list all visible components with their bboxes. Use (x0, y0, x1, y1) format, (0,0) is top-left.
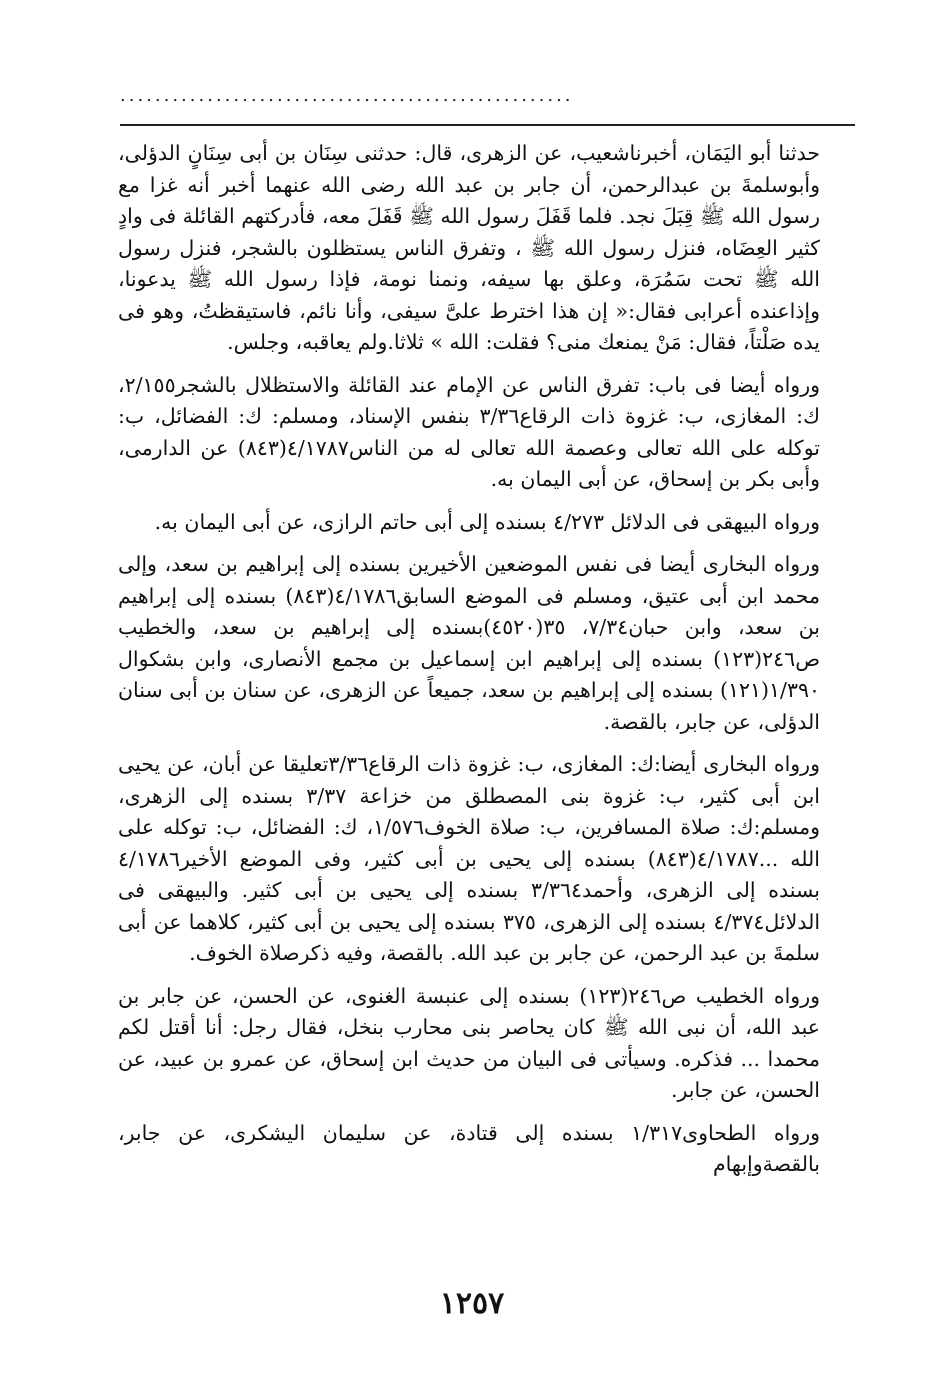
page-number: ١٢٥٧ (439, 1286, 505, 1321)
paragraph-takhrij-6: ورواه الطحاوى١/٣١٧ بسنده إلى قتادة، عن سليمان اليشكرى، عن جابر، بالقصةوإبهام (118, 1120, 820, 1176)
page-body (118, 138, 820, 1192)
paragraph-takhrij-1: ورواه أيضا فى باب: تفرق الناس عن الإمام عند القائلة والاستظلال بالشجر٢/١٥٥، ك: المغازى، ب: غزوة ذات الرقاع٣/٣٦ بنفس الإسناد، ومسلم: ك: الفضائل، ب: توكله على الله تعالى وعصمة الله تعالى له من الناس٤/١٧٨٧(٨٤٣) عن الدارمى، وأبى بكر بن إسحاق، عن أبى اليمان به. (118, 372, 820, 491)
paragraph-takhrij-5: ورواه الخطيب ص٢٤٦(١٢٣) بسنده إلى عنبسة الغنوى، عن الحسن، عن جابر بن عبد الله، أن نبى الله ﷺ كان يحاصر بنى محارب بنخل، فقال رجل: أنا أقتل لكم محمدا ... فذكره. وسيأتى فى البيان من حديث ابن إسحاق، عن عمرو بن عبيد، عن الحسن، عن جابر. (118, 983, 820, 1102)
paragraph-takhrij-2: ورواه البيهقى فى الدلائل ٤/٢٧٣ بسنده إلى أبى حاتم الرازى، عن أبى اليمان به. (154, 509, 820, 534)
header-dotted-line: .................................................... (120, 86, 574, 106)
paragraph-takhrij-4: ورواه البخارى أيضا:ك: المغازى، ب: غزوة ذات الرقاع٣/٣٦تعليقا عن أبان، عن يحيى ابن أبى كثير، ب: غزوة بنى المصطلق من خزاعة ٣/٣٧ بسنده إلى الزهرى، ومسلم:ك: صلاة المسافرين، ب: صلاة الخوف١/٥٧٦، ك: الفضائل، ب: توكله على الله ...٤/١٧٨٧(٨٤٣) بسنده إلى يحيى بن أبى كثير، وفى الموضع الأخير٤/١٧٨٦ بسنده إلى الزهرى، وأحمد٣/٣٦٤ بسنده إلى يحيى بن أبى كثير. والبيهقى فى الدلائل٤/٣٧٤ بسنده إلى الزهرى، ٣٧٥ بسنده إلى يحيى بن أبى كثير، كلاهما عن أبى سلمةَ بن عبد الرحمن، عن جابر بن عبد الله. بالقصة، وفيه ذكرصلاة الخوف. (118, 752, 821, 965)
paragraph-hadith-text: حدثنا أبو اليَمَان، أخبرناشعيب، عن الزهرى، قال: حدثنى سِنَان بن أبى سِنَانٍ الدؤلى، وأبوسلمةَ بن عبدالرحمن، أن جابر بن عبد الله رضى الله عنهما أخبر أنه غزا مع رسول الله ﷺ قِبَلَ نجد. فلما قَفَلَ رسول الله ﷺ قَفَلَ معه، فأدركتهم القائلة فى وادٍ كثير العِضَاه، فنزل رسول الله ﷺ ، وتفرق الناس يستظلون بالشجر، فنزل رسول الله ﷺ تحت سَمُرَة، وعلق بها سيفه، ونمنا نومة، فإذا رسول الله ﷺ يدعونا، وإذاعنده أعرابى فقال:« إن هذا اخترط علىَّ سيفى، وأنا نائم، فاستيقظتُ، وهو فى يده صَلْتاً، فقال: مَنْ يمنعك منى؟ فقلت: الله » ثلاثا.ولم يعاقبه، وجلس. (118, 141, 820, 354)
paragraph-takhrij-3: ورواه البخارى أيضا فى نفس الموضعين الأخيرين بسنده إلى إبراهيم بن سعد، وإلى محمد ابن أبى عتيق، ومسلم فى الموضع السابق٤/١٧٨٦(٨٤٣) بسنده إلى إبراهيم بن سعد، وابن حبان٧/٣٤، ٣٥(٤٥٢٠)بسنده إلى إبراهيم بن سعد، والخطيب ص٢٤٦(١٢٣) بسنده إلى إبراهيم ابن إسماعيل بن مجمع الأنصارى، وابن بشكوال ١/٣٩٠(١٢١) بسنده إلى إبراهيم بن سعد، جميعاً عن الزهرى، عن سنان بن أبى سنان الدؤلى، عن جابر، بالقصة. (118, 552, 821, 734)
header-rule (120, 124, 855, 126)
